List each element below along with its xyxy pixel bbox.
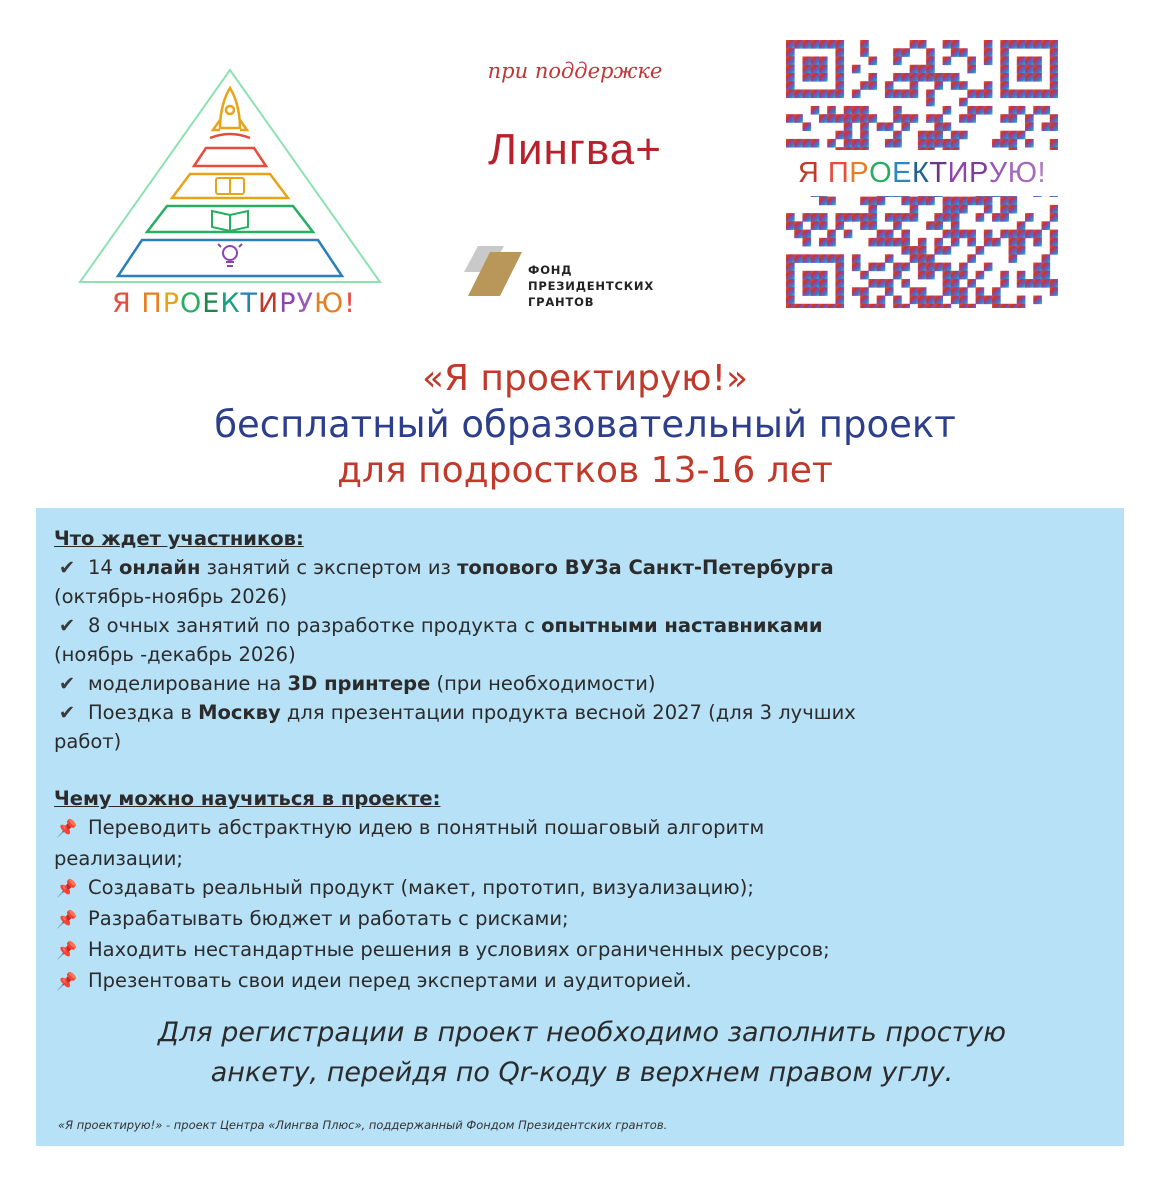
title-letter: Я [797,156,820,189]
title-letter [132,288,142,319]
checkmark-icon: ✔ [58,614,76,637]
item-text: 3D принтере [287,672,431,695]
pyramid-graphic [70,60,390,290]
headline-title: «Я проектирую!» [421,358,749,399]
title-letter: Р [968,156,989,189]
list-item [54,813,1110,844]
item-text: Создавать реальный продукт (макет, прототип, визуализацию); [88,876,754,899]
title-letter: Я [112,288,132,319]
info-panel [36,508,1124,1146]
headline-subtitle: бесплатный образовательный проект [214,403,956,446]
title-letter: ! [1037,156,1047,189]
fund-line: ГРАНТОВ [528,295,595,309]
footnote: «Я проектирую!» - проект Центра «Лингва Плюс», поддержанный Фондом Президентских грантов. [58,1118,668,1132]
rocket-icon [210,88,250,138]
title-letter: И [258,288,280,319]
project-logo [70,60,390,330]
lightbulb-icon [218,244,242,266]
expect-heading: Что ждет участников: [54,527,304,550]
checkmark-icon: ✔ [58,672,76,695]
fund-name [528,262,654,310]
list-item [54,611,1110,640]
title-letter: П [827,156,850,189]
pushpin-icon: 📌 [56,819,78,839]
title-letter: Р [162,288,181,319]
item-text: (при необходимости) [430,672,656,695]
title-letter: Т [929,156,948,189]
list-item [54,904,1110,935]
item-text: 14 [88,556,120,579]
list-item [54,698,1110,727]
pushpin-icon: 📌 [56,879,78,899]
logo-title [84,288,384,319]
list-item [54,935,1110,966]
item-text: топового ВУЗа Санкт-Петербурга [457,556,834,579]
expect-list [54,553,1110,756]
checkmark-icon: ✔ [58,701,76,724]
title-letter: Ю [313,288,345,319]
item-continuation: (ноябрь -декабрь 2026) [54,643,296,666]
headline [60,356,1110,494]
item-continuation: работ) [54,730,122,753]
item-continuation: (октябрь-ноябрь 2026) [54,585,288,608]
partner-name: Лингва+ [488,125,662,174]
support-block [430,55,720,175]
headline-audience: для подростков 13-16 лет [337,450,833,491]
registration-line: Для регистрации в проект необходимо заполнить простую [158,1017,1006,1048]
title-letter: У [988,156,1008,189]
title-letter [819,157,828,190]
item-text: онлайн [119,556,201,579]
fund-logo [460,238,720,318]
title-letter: И [947,156,969,189]
pushpin-icon: 📌 [56,910,78,930]
checkmark-icon: ✔ [58,556,76,579]
item-text: Презентовать свои идеи перед экспертами и аудиторией. [88,969,692,992]
puzzle-icon [216,178,244,194]
title-letter: О [180,288,203,319]
item-continuation: реализации; [54,847,183,870]
list-item [54,553,1110,582]
title-letter: У [296,288,314,319]
title-letter: Р [279,288,297,319]
item-text: занятий с экспертом из [200,556,458,579]
list-item [54,873,1110,904]
learn-list [54,813,1110,997]
learn-heading: Чему можно научиться в проекте: [54,787,441,810]
item-text: опытными наставниками [541,614,823,637]
item-text: Москву [198,701,281,724]
qr-label [786,150,1058,196]
title-letter: Е [202,288,221,319]
item-text: 8 очных занятий по разработке продукта с [88,614,542,637]
fund-emblem-icon [460,238,530,308]
title-letter: Т [240,288,259,319]
fund-line: ПРЕЗИДЕНТСКИХ [528,279,655,293]
item-text: Поездка в [88,701,199,724]
book-icon [212,211,248,231]
title-letter: Р [849,156,870,189]
list-item [54,966,1110,997]
title-letter: О [869,156,893,189]
title-letter: ! [344,288,356,319]
item-text: Разрабатывать бюджет и работать с рисками; [88,907,569,930]
pushpin-icon: 📌 [56,972,78,992]
title-letter: К [911,156,930,189]
title-letter: Ю [1007,156,1038,189]
support-caption: при поддержке [487,59,663,83]
item-text: Находить нестандартные решения в условиях ограниченных ресурсов; [88,938,830,961]
fund-line: ФОНД [528,263,573,277]
title-letter: П [141,288,163,319]
item-text: моделирование на [88,672,288,695]
registration-qr-code[interactable] [786,40,1058,308]
item-text: Переводить абстрактную идею в понятный пошаговый алгоритм [88,816,765,839]
title-letter: К [220,288,241,319]
pushpin-icon: 📌 [56,941,78,961]
item-text: для презентации продукта весной 2027 (для 3 лучших [280,701,856,724]
title-letter: Е [892,156,912,189]
registration-line: анкету, перейдя по Qr-коду в верхнем правом углу. [210,1057,954,1088]
registration-text [54,1013,1110,1093]
list-item [54,669,1110,698]
